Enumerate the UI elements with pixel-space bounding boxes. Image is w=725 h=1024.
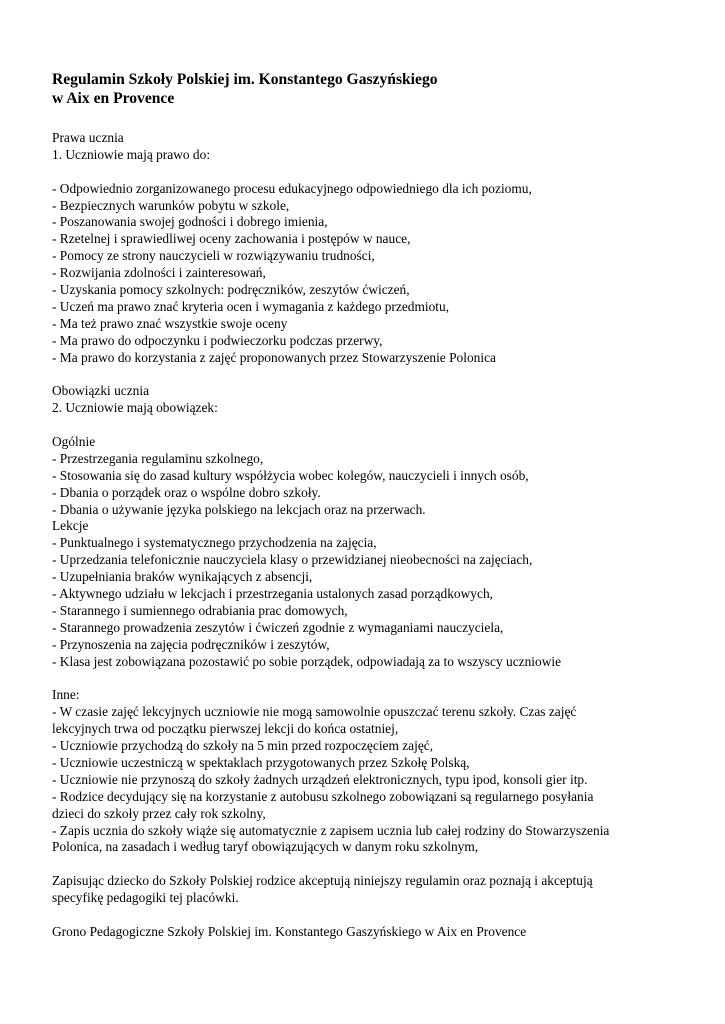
title-line-2: w Aix en Provence — [52, 90, 175, 107]
lessons-heading: Lekcje — [52, 518, 89, 534]
spacer — [52, 417, 692, 434]
spacer — [52, 907, 692, 924]
rights-item: - Pomocy ze strony nauczycieli w rozwiązywaniu trudności, — [52, 248, 375, 264]
general-item: - Dbania o porządek oraz o wspólne dobro szkoły. — [52, 484, 321, 500]
other-item-line: - Rodzice decydujący się na korzystanie z autobusu szkolnego zobowiązani są regularnego posyłania — [52, 788, 594, 804]
general-item: - Stosowania się do zasad kultury współżycia wobec kolegów, nauczycieli i innych osób, — [52, 467, 529, 483]
signature: Grono Pedagogiczne Szkoły Polskiej im. Konstantego Gaszyńskiego w Aix en Provence — [52, 923, 527, 939]
lessons-item: - Klasa jest zobowiązana pozostawić po sobie porządek, odpowiadają za to wszyscy uczniowie — [52, 653, 562, 669]
rights-item: - Odpowiednio zorganizowanego procesu edukacyjnego odpowiedniego dla ich poziomu, — [52, 180, 532, 196]
other-item-line: - W czasie zajęć lekcyjnych uczniowie nie mogą samowolnie opuszczać terenu szkoły. Czas zajęć — [52, 704, 577, 720]
rights-item: - Rzetelnej i sprawiedliwej oceny zachowania i postępów w nauce, — [52, 231, 411, 247]
spacer — [52, 856, 692, 873]
rights-item: - Rozwijania zdolności i zainteresowań, — [52, 265, 266, 281]
duties-intro: 2. Uczniowie mają obowiązek: — [52, 400, 218, 416]
rights-item: - Uzyskania pomocy szkolnych: podręczników, zeszytów ćwiczeń, — [52, 282, 410, 298]
closing-section — [52, 873, 692, 941]
other-section — [52, 687, 692, 856]
rights-item: - Poszanowania swojej godności i dobrego imienia, — [52, 214, 328, 230]
lessons-item: - Przynoszenia na zajęcia podręczników i zeszytów, — [52, 636, 330, 652]
rights-item: - Uczeń ma prawo znać kryteria ocen i wymagania z każdego przedmiotu, — [52, 298, 450, 314]
general-item: - Dbania o używanie języka polskiego na lekcjach oraz na przerwach. — [52, 501, 426, 517]
rights-intro: 1. Uczniowie mają prawo do: — [52, 146, 211, 162]
document-title — [52, 70, 692, 108]
lessons-item: - Aktywnego udziału w lekcjach i przestrzegania ustalonych zasad porządkowych, — [52, 586, 493, 602]
closing-line-2: specyfikę pedagogiki tej placówki. — [52, 890, 239, 906]
rights-heading: Prawa ucznia — [52, 130, 124, 145]
spacer — [52, 366, 692, 383]
general-heading: Ogólnie — [52, 434, 96, 450]
rights-item: - Ma też prawo znać wszystkie swoje oceny — [52, 315, 288, 331]
lessons-item: - Punktualnego i systematycznego przychodzenia na zajęcia, — [52, 535, 377, 551]
other-item-line: lekcyjnych trwa od początku pierwszej lekcji do końca ostatniej, — [52, 721, 399, 737]
other-item-line: - Uczniowie uczestniczą w spektaklach przygotowanych przez Szkołę Polską, — [52, 754, 470, 770]
lessons-item: - Uprzedzania telefonicznie nauczyciela klasy o przewidzianej nieobecności na zajęciach, — [52, 552, 533, 568]
other-item-line: dzieci do szkoły przez cały rok szkolny, — [52, 805, 266, 821]
duties-section — [52, 383, 692, 670]
duties-heading: Obowiązki ucznia — [52, 383, 150, 399]
other-item-line: - Zapis ucznia do szkoły wiąże się automatycznie z zapisem ucznia lub całej rodziny do Stowarzyszenia — [52, 822, 610, 838]
spacer — [52, 164, 692, 181]
rights-section — [52, 130, 692, 366]
other-item-line: Polonica, na zasadach i według taryf obowiązujących w danym roku szkolnym, — [52, 839, 479, 855]
other-item-line: - Uczniowie nie przynoszą do szkoły żadnych urządzeń elektronicznych, typu ipod, konsoli gier itp. — [52, 771, 588, 787]
lessons-item: - Starannego prowadzenia zeszytów i ćwiczeń zgodnie z wymaganiami nauczyciela, — [52, 619, 504, 635]
rights-item: - Ma prawo do korzystania z zajęć proponowanych przez Stowarzyszenie Polonica — [52, 349, 496, 365]
general-item: - Przestrzegania regulaminu szkolnego, — [52, 450, 264, 466]
closing-line-1: Zapisując dziecko do Szkoły Polskiej rodzice akceptują niniejszy regulamin oraz poznają i akceptują — [52, 873, 593, 889]
other-item-line: - Uczniowie przychodzą do szkoły na 5 min przed rozpoczęciem zajęć, — [52, 738, 434, 754]
title-line-1: Regulamin Szkoły Polskiej im. Konstantego Gaszyńskiego — [52, 71, 438, 88]
lessons-item: - Uzupełniania braków wynikających z absencji, — [52, 569, 313, 585]
rights-item: - Bezpiecznych warunków pobytu w szkole, — [52, 197, 290, 213]
other-heading: Inne: — [52, 687, 80, 703]
spacer — [52, 671, 692, 688]
rights-item: - Ma prawo do odpoczynku i podwieczorku podczas przerwy, — [52, 332, 383, 348]
document-body — [52, 130, 692, 941]
lessons-item: - Starannego i sumiennego odrabiania prac domowych, — [52, 602, 348, 618]
